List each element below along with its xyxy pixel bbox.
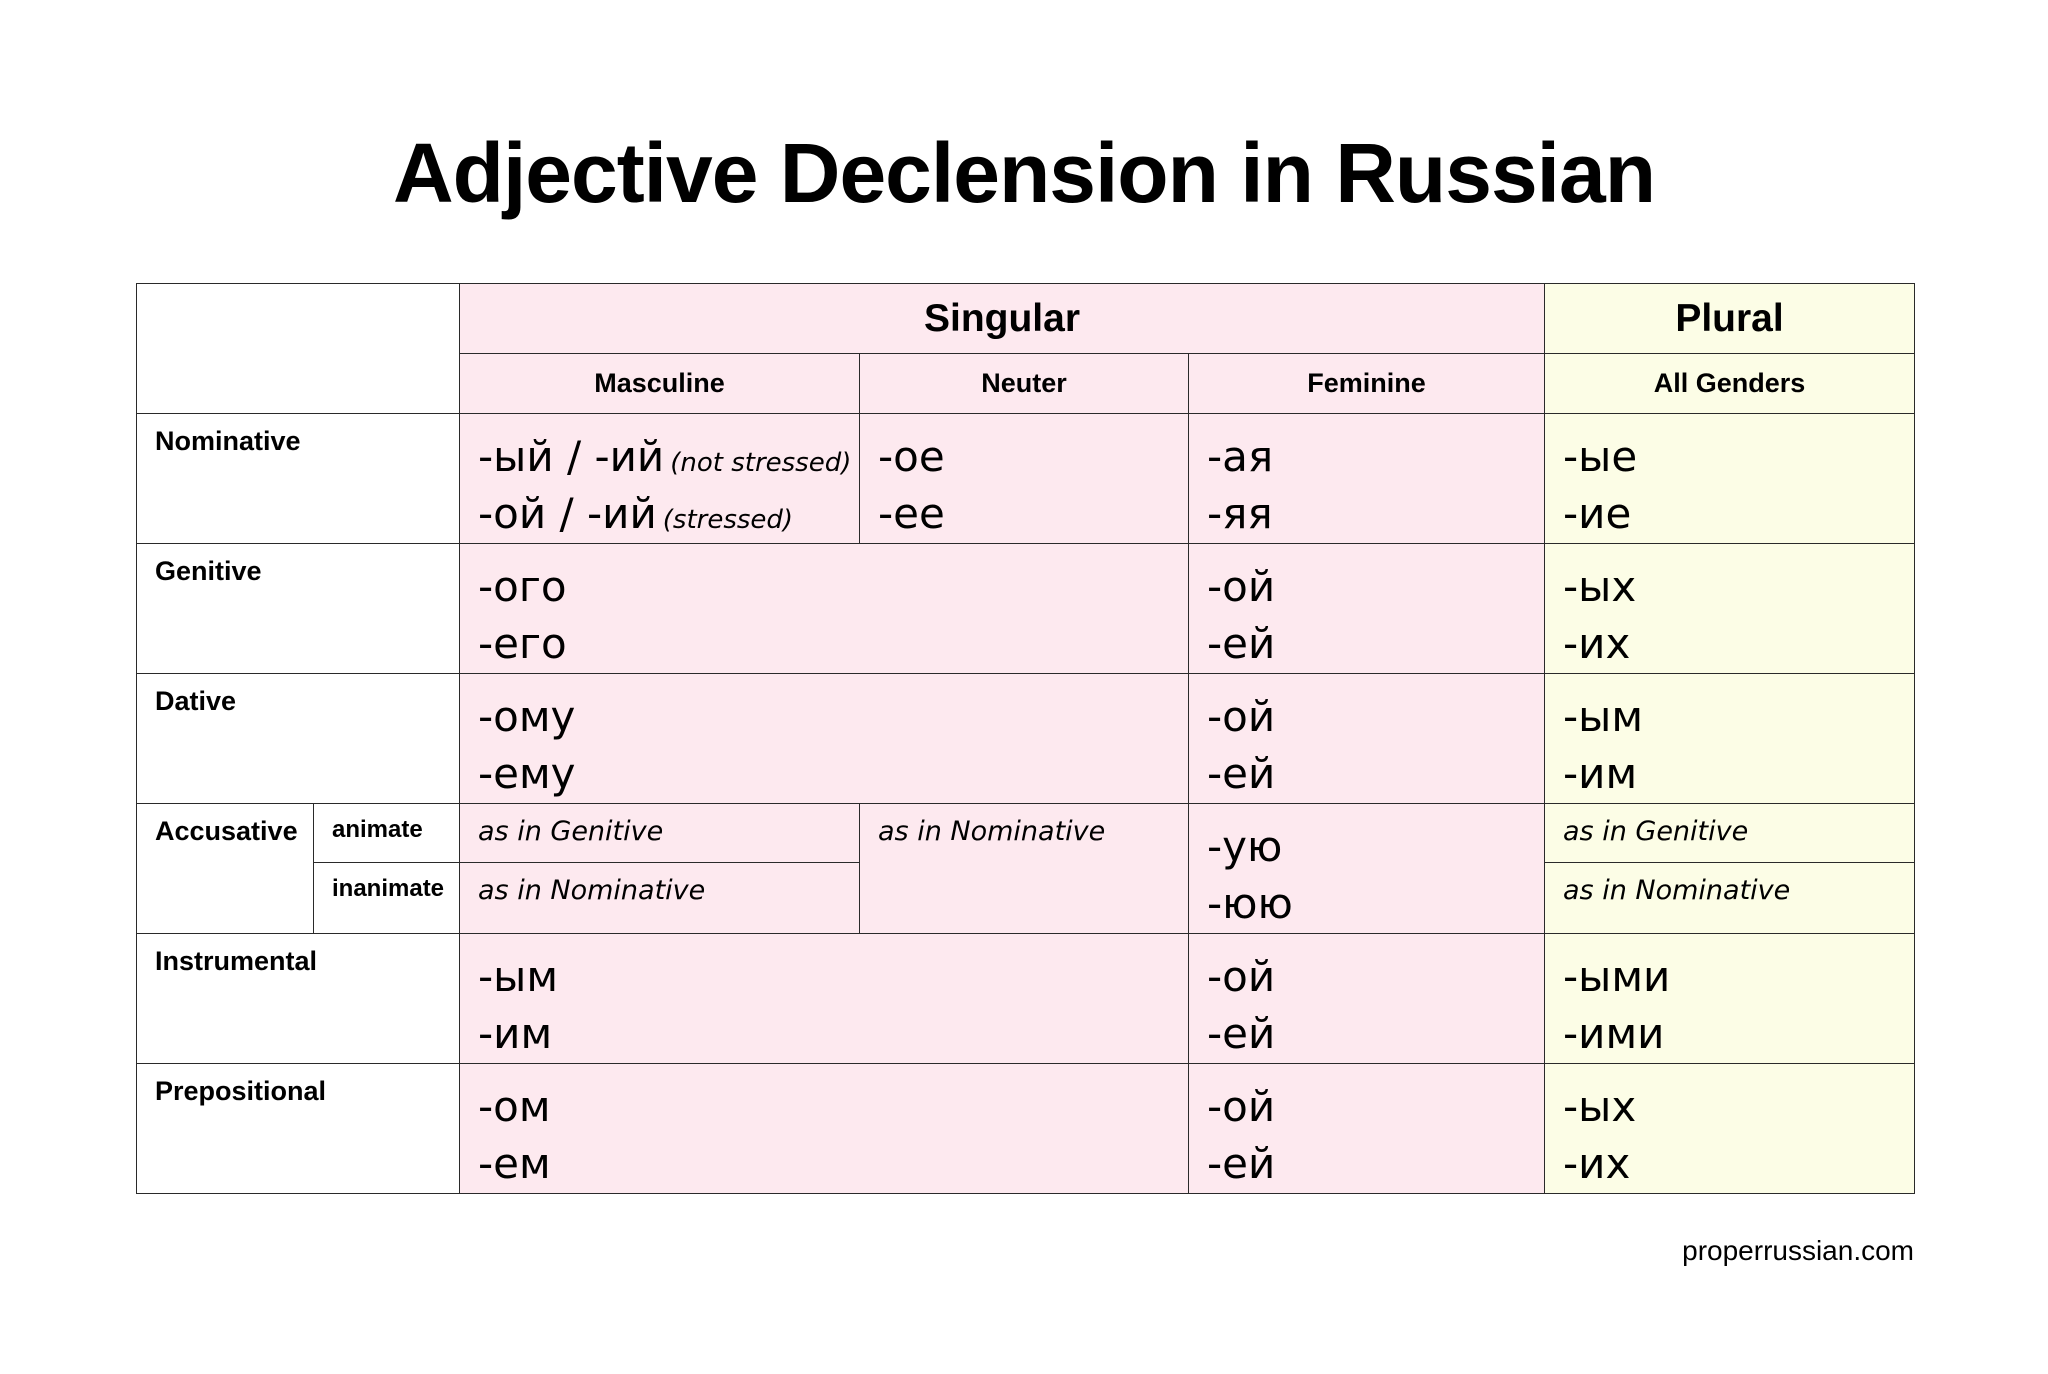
accusative-inanimate-label: inanimate bbox=[314, 863, 460, 934]
case-label-prepositional: Prepositional bbox=[137, 1064, 460, 1194]
ending-text: -ой bbox=[1207, 1082, 1276, 1131]
ending-text: -ыми bbox=[1563, 952, 1671, 1001]
case-label-instrumental: Instrumental bbox=[137, 934, 460, 1064]
declension-table bbox=[136, 283, 1915, 1194]
case-label-dative: Dative bbox=[137, 674, 460, 804]
ending-text: -ие bbox=[1563, 489, 1632, 538]
accusative-animate-label: animate bbox=[314, 804, 460, 863]
accusative-feminine-cell bbox=[1189, 804, 1545, 934]
header-row-groups bbox=[137, 284, 1915, 354]
accusative-plural-inanimate: as in Nominative bbox=[1545, 863, 1915, 934]
row-accusative-animate bbox=[137, 804, 1915, 863]
ending-text: -ым bbox=[478, 952, 559, 1001]
header-feminine: Feminine bbox=[1189, 354, 1545, 414]
ending-text: -ый / -ий bbox=[478, 432, 665, 481]
ending-text: -ее bbox=[878, 489, 945, 538]
case-label-accusative: Accusative bbox=[137, 804, 314, 934]
dative-feminine-cell bbox=[1189, 674, 1545, 804]
header-masculine: Masculine bbox=[460, 354, 860, 414]
ending-text: -ой bbox=[1207, 952, 1276, 1001]
ending-note: (stressed) bbox=[662, 505, 794, 535]
ending-text: -ой bbox=[1207, 562, 1276, 611]
ending-text: -ого bbox=[478, 562, 567, 611]
ending-text: -их bbox=[1563, 1139, 1631, 1188]
genitive-feminine-cell bbox=[1189, 544, 1545, 674]
ending-text: -ому bbox=[478, 692, 576, 741]
ending-text: -ая bbox=[1207, 432, 1274, 481]
footer-source: properrussian.com bbox=[1682, 1235, 1914, 1266]
nominative-plural-cell bbox=[1545, 414, 1915, 544]
nominative-masculine-stressed bbox=[478, 485, 859, 542]
ending-note: (not stressed) bbox=[670, 448, 852, 478]
ending-text: -ым bbox=[1563, 692, 1644, 741]
row-genitive bbox=[137, 544, 1915, 674]
ending-text: -его bbox=[478, 619, 567, 668]
dative-masc-neut-cell bbox=[460, 674, 1189, 804]
ending-text: -ему bbox=[478, 749, 576, 798]
prepositional-feminine-cell bbox=[1189, 1064, 1545, 1194]
accusative-plural-animate: as in Genitive bbox=[1545, 804, 1915, 863]
ending-text: -ую bbox=[1207, 822, 1283, 871]
row-prepositional bbox=[137, 1064, 1915, 1194]
ending-text: -яя bbox=[1207, 489, 1273, 538]
row-instrumental bbox=[137, 934, 1915, 1064]
ending-text: -ей bbox=[1207, 1139, 1276, 1188]
ending-text: -ых bbox=[1563, 562, 1637, 611]
case-label-nominative: Nominative bbox=[137, 414, 460, 544]
row-dative bbox=[137, 674, 1915, 804]
accusative-masculine-inanimate: as in Nominative bbox=[460, 863, 860, 934]
nominative-neuter-cell bbox=[860, 414, 1189, 544]
ending-text: -ые bbox=[1563, 432, 1638, 481]
genitive-plural-cell bbox=[1545, 544, 1915, 674]
accusative-neuter: as in Nominative bbox=[860, 804, 1189, 934]
header-all-genders: All Genders bbox=[1545, 354, 1915, 414]
ending-text: -их bbox=[1563, 619, 1631, 668]
header-singular: Singular bbox=[460, 284, 1545, 354]
ending-text: -ое bbox=[878, 432, 945, 481]
ending-text: -ей bbox=[1207, 749, 1276, 798]
ending-text: -им bbox=[478, 1009, 553, 1058]
instrumental-masc-neut-cell bbox=[460, 934, 1189, 1064]
nominative-masculine-unstressed bbox=[478, 428, 859, 485]
instrumental-feminine-cell bbox=[1189, 934, 1545, 1064]
case-label-genitive: Genitive bbox=[137, 544, 460, 674]
ending-text: -им bbox=[1563, 749, 1638, 798]
ending-text: -ом bbox=[478, 1082, 551, 1131]
row-nominative bbox=[137, 414, 1915, 544]
header-empty-corner bbox=[137, 284, 460, 414]
instrumental-plural-cell bbox=[1545, 934, 1915, 1064]
ending-text: -ых bbox=[1563, 1082, 1637, 1131]
dative-plural-cell bbox=[1545, 674, 1915, 804]
page-title: Adjective Declension in Russian bbox=[392, 126, 1656, 220]
accusative-masculine-animate: as in Genitive bbox=[460, 804, 860, 863]
ending-text: -ими bbox=[1563, 1009, 1665, 1058]
ending-text: -ем bbox=[478, 1139, 551, 1188]
ending-text: -ой / -ий bbox=[478, 489, 657, 538]
nominative-masculine-cell bbox=[460, 414, 860, 544]
ending-text: -юю bbox=[1207, 879, 1293, 928]
prepositional-masc-neut-cell bbox=[460, 1064, 1189, 1194]
ending-text: -ой bbox=[1207, 692, 1276, 741]
ending-text: -ей bbox=[1207, 619, 1276, 668]
prepositional-plural-cell bbox=[1545, 1064, 1915, 1194]
genitive-masc-neut-cell bbox=[460, 544, 1189, 674]
header-neuter: Neuter bbox=[860, 354, 1189, 414]
header-plural: Plural bbox=[1545, 284, 1915, 354]
nominative-feminine-cell bbox=[1189, 414, 1545, 544]
ending-text: -ей bbox=[1207, 1009, 1276, 1058]
